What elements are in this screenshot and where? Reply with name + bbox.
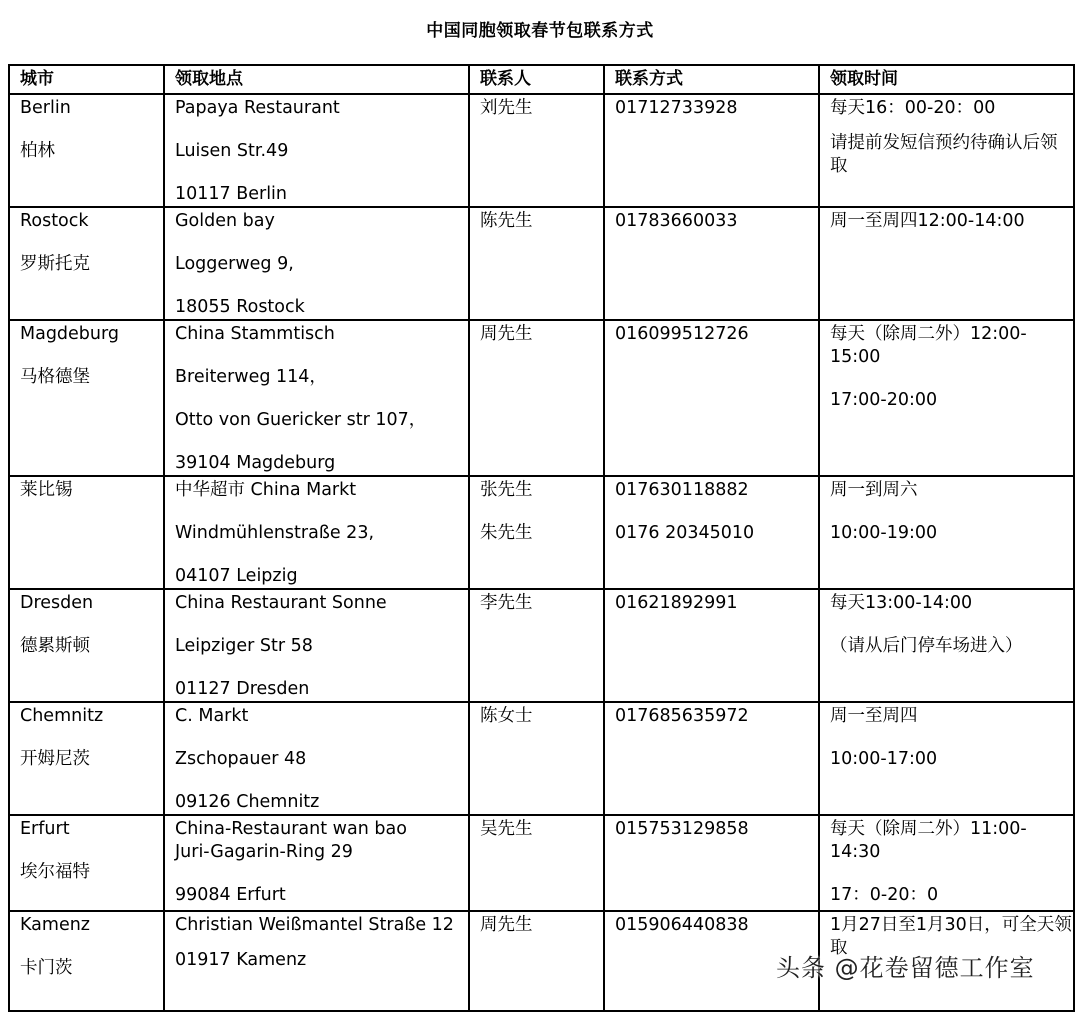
phone-number: 015753129858: [615, 819, 749, 839]
city-cn: 德累斯顿: [20, 636, 90, 656]
time-cell: [819, 320, 1074, 476]
contact-cell: [469, 476, 604, 589]
header-contact: 联系人: [469, 65, 604, 94]
address-line: 18055 Rostock: [175, 297, 305, 317]
time-cell: [819, 476, 1074, 589]
address-line: Papaya Restaurant: [175, 98, 340, 118]
table-row: [9, 702, 1074, 815]
city-cn: 马格德堡: [20, 367, 90, 387]
time-cell: [819, 589, 1074, 702]
address-line: Otto von Guericker str 107，: [175, 410, 427, 430]
table-row: [9, 476, 1074, 589]
address-line: 10117 Berlin: [175, 184, 288, 204]
time-cell: [819, 702, 1074, 815]
address-line: Luisen Str.49: [175, 141, 289, 161]
address-cell: [164, 476, 469, 589]
address-line: Loggerweg 9,: [175, 254, 294, 274]
time-cell: [819, 207, 1074, 320]
header-city: 城市: [9, 65, 164, 94]
phone-number: 015906440838: [615, 915, 749, 935]
city-cn: 卡门茨: [20, 958, 73, 978]
address-line: 01127 Dresden: [175, 679, 310, 699]
address-line: 99084 Erfurt: [175, 885, 286, 905]
contact-person: 张先生: [480, 480, 533, 500]
contact-person: 朱先生: [480, 523, 533, 543]
time-line: 17:00-20:00: [830, 390, 938, 410]
city-en: Rostock: [20, 211, 89, 231]
phone-cell: [604, 815, 819, 911]
address-line: 39104 Magdeburg: [175, 453, 336, 473]
address-line: Golden bay: [175, 211, 275, 231]
city-en: Berlin: [20, 98, 71, 118]
address-line: China Restaurant Sonne: [175, 593, 387, 613]
address-line: 04107 Leipzig: [175, 566, 298, 586]
address-line: 09126 Chemnitz: [175, 792, 320, 812]
contact-person: 刘先生: [480, 98, 533, 118]
time-line: 每天（除周二外）11:00-14:30: [830, 819, 1027, 862]
address-cell: [164, 207, 469, 320]
contact-person: 周先生: [480, 915, 533, 935]
city-cn: 莱比锡: [20, 480, 73, 500]
address-line: Leipziger Str 58: [175, 636, 313, 656]
address-line: Juri-Gagarin-Ring 29: [175, 842, 353, 862]
time-line: 10:00-17:00: [830, 749, 938, 769]
page-title: 中国同胞领取春节包联系方式: [426, 21, 654, 41]
time-cell: [819, 815, 1074, 911]
city-en: Kamenz: [20, 915, 90, 935]
city-cn: 罗斯托克: [20, 254, 90, 274]
address-cell: [164, 911, 469, 1011]
time-line: 周一至周四12:00-14:00: [830, 211, 1025, 231]
city-en: Chemnitz: [20, 706, 104, 726]
contact-cell: [469, 94, 604, 207]
contact-cell: [469, 815, 604, 911]
address-cell: [164, 815, 469, 911]
time-line: 每天（除周二外）12:00-15:00: [830, 324, 1027, 367]
address-cell: [164, 702, 469, 815]
time-line: 17：0-20：0: [830, 885, 939, 905]
header-address: 领取地点: [164, 65, 469, 94]
phone-cell: [604, 94, 819, 207]
city-cn: 柏林: [20, 141, 55, 161]
phone-number: 01783660033: [615, 211, 738, 231]
city-cell: [9, 702, 164, 815]
phone-number: 017630118882: [615, 480, 749, 500]
address-cell: [164, 589, 469, 702]
contact-person: 李先生: [480, 593, 533, 613]
contact-cell: [469, 911, 604, 1011]
city-cn: 开姆尼茨: [20, 749, 90, 769]
city-en: Magdeburg: [20, 324, 120, 344]
address-line: 中华超市 China Markt: [175, 480, 357, 500]
watermark: 头条 @花卷留德工作室: [776, 954, 1035, 982]
phone-number: 0176 20345010: [615, 523, 755, 543]
phone-number: 017685635972: [615, 706, 749, 726]
city-en: Erfurt: [20, 819, 70, 839]
header-time: 领取时间: [819, 65, 1074, 94]
time-line: 每天16：00-20：00: [830, 98, 996, 118]
address-cell: [164, 94, 469, 207]
header-phone: 联系方式: [604, 65, 819, 94]
table-row: [9, 589, 1074, 702]
contact-person: 吴先生: [480, 819, 533, 839]
city-cell: [9, 476, 164, 589]
table-header-row: [9, 65, 1074, 94]
address-line: 01917 Kamenz: [175, 950, 307, 970]
contact-person: 陈先生: [480, 211, 533, 231]
address-cell: [164, 320, 469, 476]
phone-number: 01712733928: [615, 98, 738, 118]
time-line: 周一到周六: [830, 480, 918, 500]
phone-cell: [604, 589, 819, 702]
city-cn: 埃尔福特: [20, 862, 90, 882]
phone-number: 016099512726: [615, 324, 749, 344]
phone-cell: [604, 476, 819, 589]
contact-person: 周先生: [480, 324, 533, 344]
city-en: Dresden: [20, 593, 94, 613]
table-row: [9, 207, 1074, 320]
time-cell: [819, 94, 1074, 207]
address-line: Christian Weißmantel Straße 12: [175, 915, 454, 935]
table-row: [9, 94, 1074, 207]
contact-cell: [469, 589, 604, 702]
city-cell: [9, 207, 164, 320]
city-cell: [9, 94, 164, 207]
address-line: C. Markt: [175, 706, 249, 726]
address-line: Windmühlenstraße 23,: [175, 523, 375, 543]
time-line: （请从后门停车场进入）: [830, 636, 1023, 656]
phone-cell: [604, 702, 819, 815]
time-line: 请提前发短信预约待确认后领取: [830, 133, 1058, 176]
contact-cell: [469, 207, 604, 320]
phone-cell: [604, 207, 819, 320]
address-line: Breiterweg 114，: [175, 367, 327, 387]
table-row: [9, 320, 1074, 476]
address-line: Zschopauer 48: [175, 749, 307, 769]
city-cell: [9, 589, 164, 702]
contact-table: [8, 64, 1075, 1012]
city-cell: [9, 320, 164, 476]
time-line: 周一至周四: [830, 706, 918, 726]
city-cell: [9, 911, 164, 1011]
table-row: [9, 815, 1074, 911]
phone-cell: [604, 320, 819, 476]
address-line: China Stammtisch: [175, 324, 335, 344]
time-line: 1月27日至1月30日，可全天领取: [830, 915, 1072, 958]
contact-cell: [469, 320, 604, 476]
phone-number: 01621892991: [615, 593, 738, 613]
address-line: China-Restaurant wan bao: [175, 819, 407, 839]
city-cell: [9, 815, 164, 911]
time-line: 每天13:00-14:00: [830, 593, 973, 613]
time-line: 10:00-19:00: [830, 523, 938, 543]
contact-person: 陈女士: [480, 706, 533, 726]
contact-cell: [469, 702, 604, 815]
